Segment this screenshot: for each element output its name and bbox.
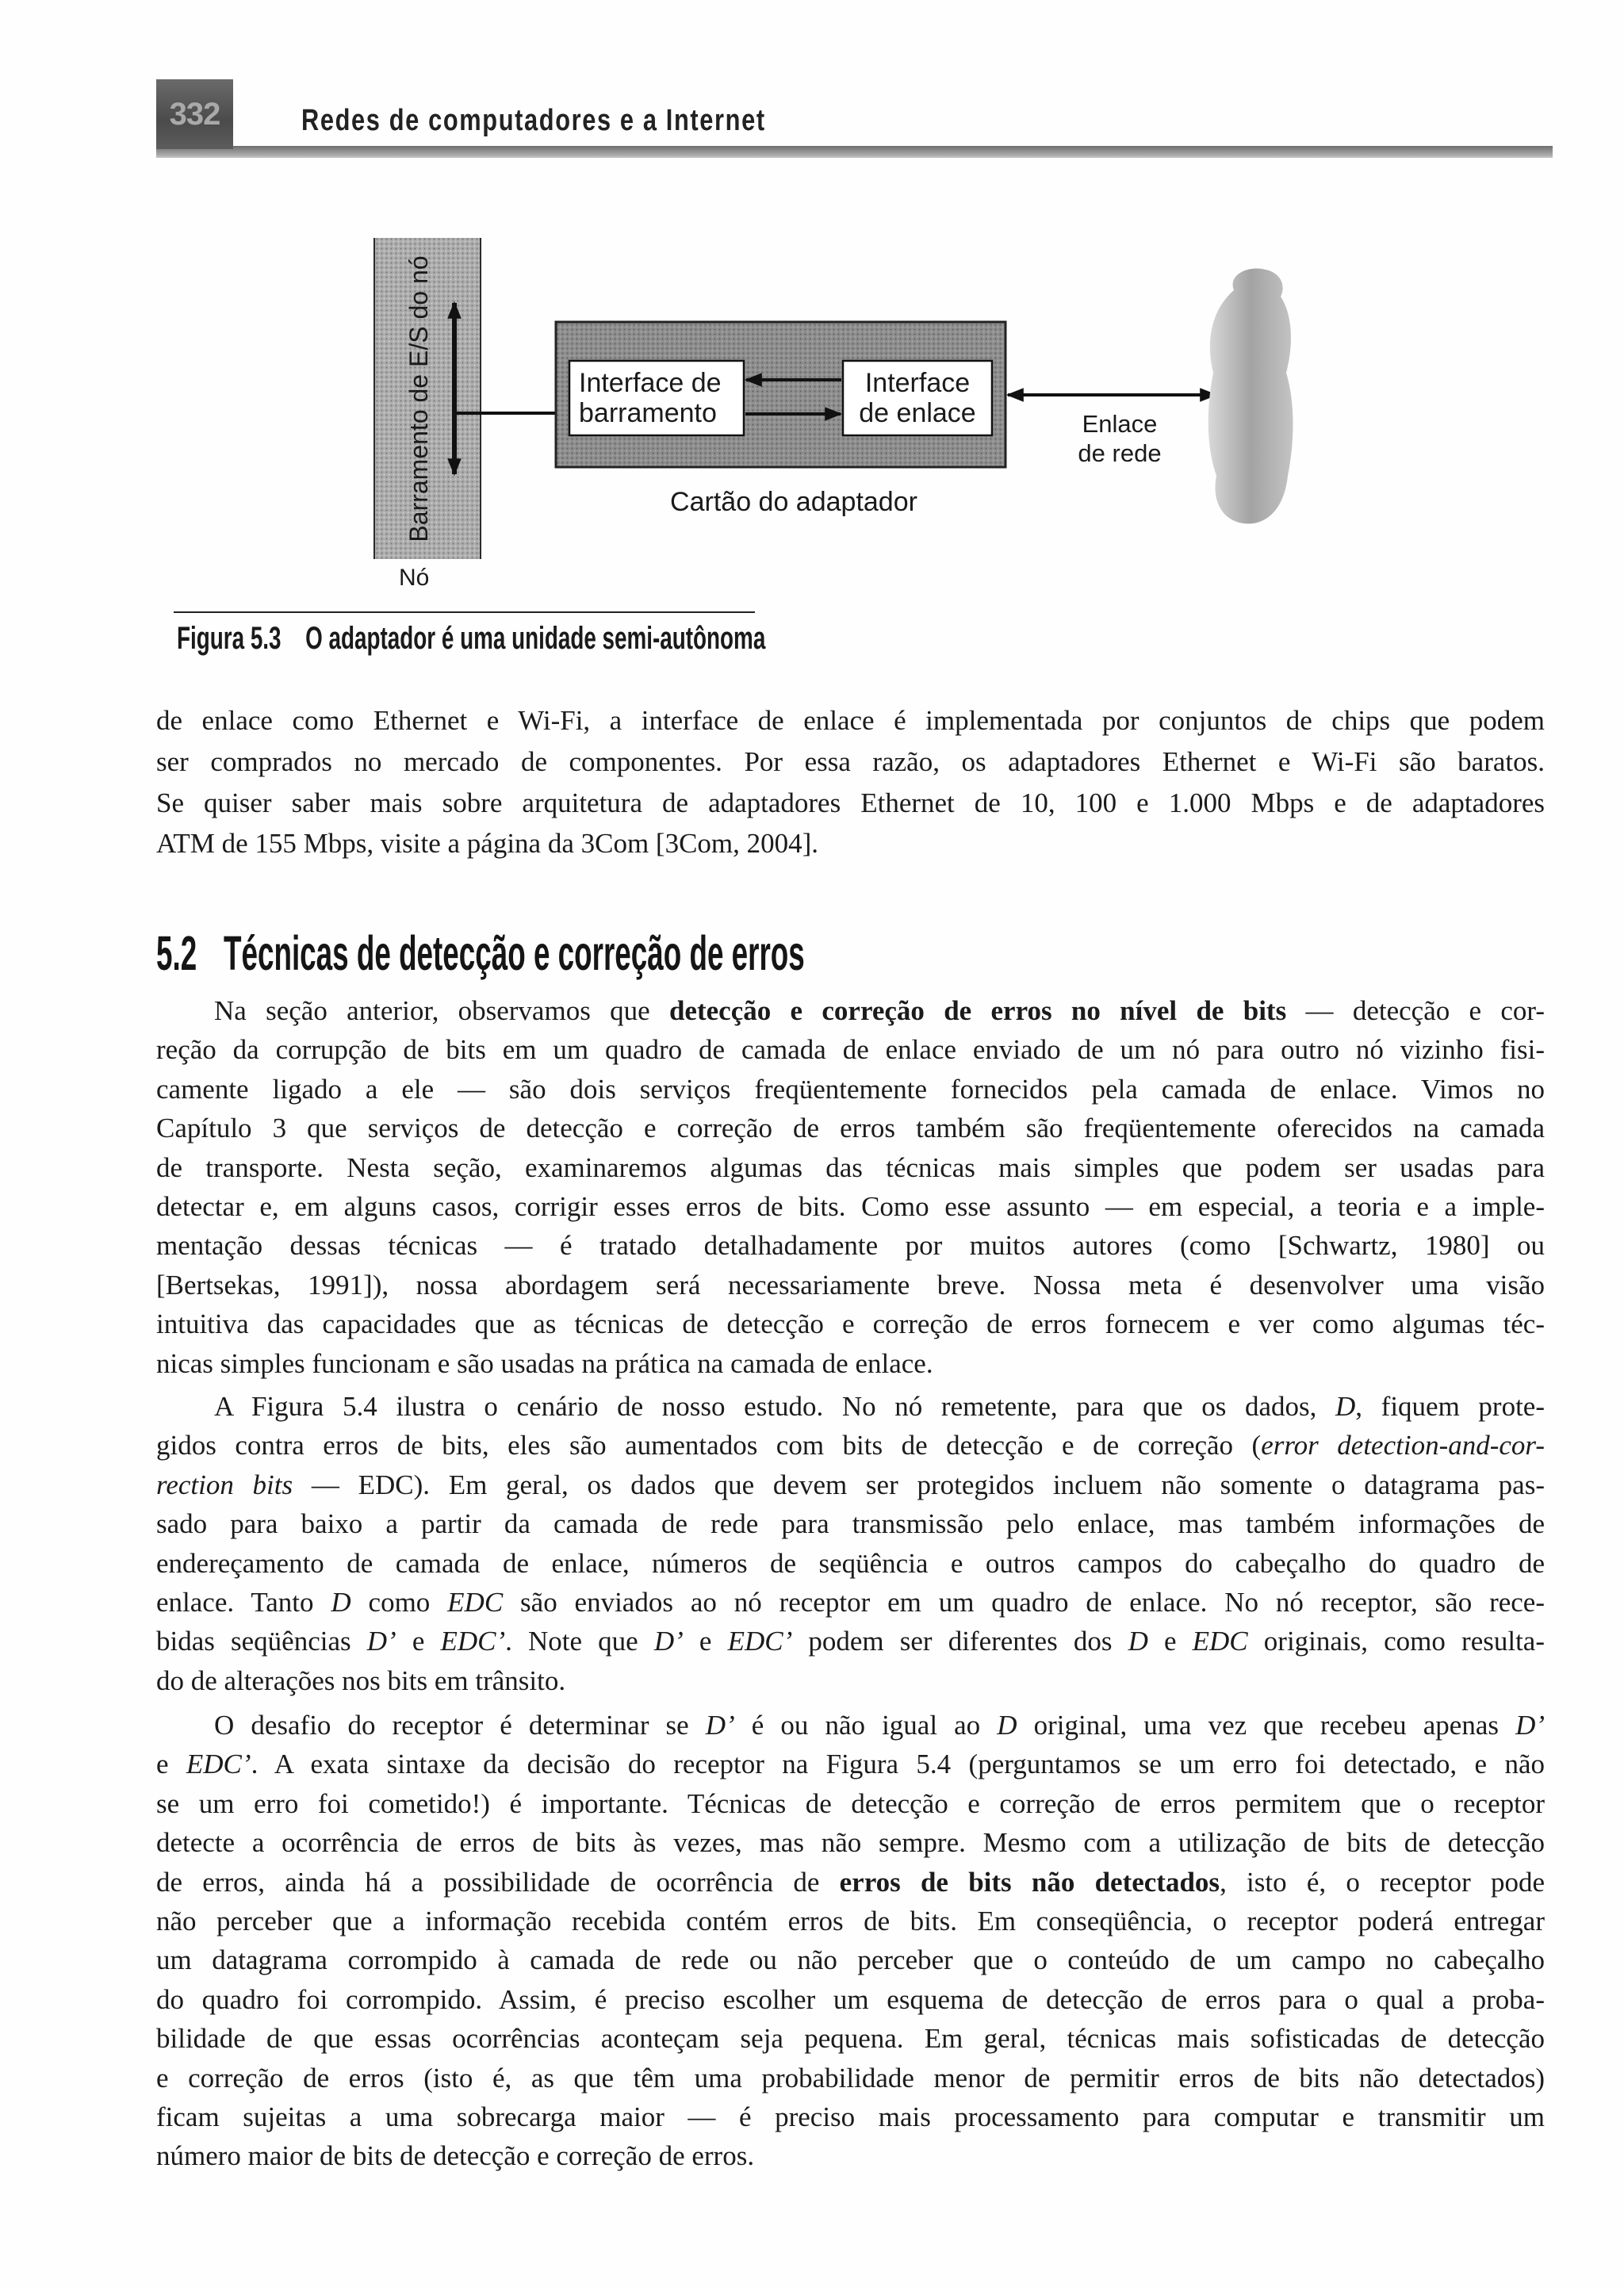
text-run: originais, como resulta- <box>1247 1626 1545 1657</box>
text-run: [Bertsekas, 1991]), nossa abordagem será necessariamente breve. Nossa meta é desenvolver uma visão <box>156 1269 1545 1301</box>
text-run: Capítulo 3 que serviços de detecção e correção de erros também são freqüentemente oferecidos na camada <box>156 1113 1545 1144</box>
text-run: enlace. Tanto <box>156 1587 331 1619</box>
text-line <box>156 1622 1545 1661</box>
text-run: sado para baixo a partir da camada de rede para transmissão pelo enlace, mas também informações de <box>156 1508 1545 1540</box>
text-run: número maior de bits de detecção e correção de erros. <box>156 2140 755 2172</box>
text-line <box>156 783 1545 824</box>
bus-interface-label-line-2: barramento <box>579 398 717 428</box>
page-number-box <box>156 79 233 149</box>
text-run: bidas seqüências <box>156 1626 367 1657</box>
text-run: camente ligado a ele — são dois serviços freqüentemente fornecidos pela camada de enlace. Vimos no <box>156 1073 1545 1105</box>
text-run: ficam sujeitas a uma sobrecarga maior — é preciso mais processamento para computar e transmitir um <box>156 2101 1545 2133</box>
text-line <box>156 1940 1545 1979</box>
text-run: . Note que <box>505 1626 654 1657</box>
figure-caption <box>177 620 765 657</box>
text-line <box>156 700 1545 741</box>
paragraph <box>156 700 1545 864</box>
header-rule <box>156 146 1553 158</box>
text-line <box>156 741 1545 783</box>
text-run: gidos contra erros de bits, eles são aumentados com bits de detecção e de correção ( <box>156 1430 1262 1461</box>
text-run: e <box>156 1749 186 1780</box>
paragraph <box>156 1706 1545 2176</box>
text-run: é ou não igual ao <box>734 1710 998 1741</box>
italic-term: EDC’ <box>727 1626 793 1657</box>
text-line <box>156 1030 1545 1069</box>
text-line <box>156 1226 1545 1265</box>
italic-term: D’ <box>653 1626 684 1657</box>
figure-caption-text: O adaptador é uma unidade semi-autônoma <box>305 621 766 656</box>
text-run: detectar e, em alguns casos, corrigir esses erros de bits. Como esse assunto — em especial, a teoria e a imple- <box>156 1191 1545 1223</box>
text-run: não perceber que a informação recebida contém erros de bits. Em conseqüência, o receptor poderá entregar <box>156 1906 1545 1937</box>
text-line <box>156 1661 1545 1700</box>
text-run: Se quiser saber mais sobre arquitetura de adaptadores Ethernet de 10, 100 e 1.000 Mbps e de adaptadores <box>156 787 1545 818</box>
page-number: 332 <box>169 96 220 132</box>
italic-term: D’ <box>366 1626 396 1657</box>
text-line <box>156 1304 1545 1343</box>
bold-term: detecção e correção de erros no nível de bits <box>668 995 1287 1026</box>
text-run: intuitiva das capacidades que as técnicas de detecção e correção de erros fornecem e ver como algumas téc- <box>156 1308 1545 1340</box>
italic-term: error detection-and-cor- <box>1261 1430 1545 1461</box>
paragraph <box>156 991 1545 1383</box>
italic-term: D <box>331 1587 351 1619</box>
text-run: e <box>683 1626 728 1657</box>
link-interface-label-line-2: de enlace <box>859 398 976 428</box>
text-line <box>156 991 1545 1030</box>
link-interface-label-line-1: Interface <box>864 368 971 398</box>
text-line <box>156 1902 1545 1940</box>
text-run: — detecção e cor- <box>1286 995 1545 1026</box>
text-run: ser comprados no mercado de componentes. Por essa razão, os adaptadores Ethernet e Wi-Fi são baratos. <box>156 745 1545 777</box>
text-run: , fiquem prote- <box>1355 1391 1545 1422</box>
text-line <box>156 1544 1545 1583</box>
text-line <box>156 2097 1545 2136</box>
text-line <box>156 2136 1545 2175</box>
section-title: Técnicas de detecção e correção de erros <box>224 926 805 980</box>
text-run: de transporte. Nesta seção, examinaremos algumas das técnicas mais simples que podem ser usadas para <box>156 1151 1545 1183</box>
italic-term: D <box>997 1710 1017 1741</box>
text-line <box>156 1745 1545 1783</box>
text-run: O desafio do receptor é determinar se <box>214 1710 706 1741</box>
bold-term: erros de bits não detectados <box>839 1866 1220 1898</box>
section-number: 5.2 <box>156 926 197 980</box>
text-line <box>156 1465 1545 1504</box>
paragraph <box>156 1387 1545 1700</box>
italic-term: D’ <box>705 1710 735 1741</box>
text-run: de erros, ainda há a possibilidade de ocorrência de <box>156 1866 840 1898</box>
text-run: e correção de erros (isto é, as que têm uma probabilidade menor de permitir erros de bits não detectados) <box>156 2062 1545 2094</box>
network-link-label-line-1: Enlace <box>1082 410 1158 438</box>
text-run: do quadro foi corrompido. Assim, é preciso escolher um esquema de detecção de erros para o qual a proba- <box>156 1983 1545 2015</box>
text-run: , isto é, o receptor pode <box>1220 1866 1545 1898</box>
text-line <box>156 1187 1545 1226</box>
text-run: bilidade de que essas ocorrências aconteçam seja pequena. Em geral, técnicas mais sofisticadas de detecção <box>156 2023 1545 2055</box>
text-run: de enlace como Ethernet e Wi-Fi, a interface de enlace é implementada por conjuntos de chips que podem <box>156 705 1545 736</box>
figure-number: Figura 5.3 <box>177 621 282 656</box>
io-bus-label: Barramento de E/S do nó <box>404 255 433 542</box>
text-line <box>156 1823 1545 1862</box>
italic-term: EDC <box>1192 1626 1248 1657</box>
text-run: detecte a ocorrência de erros de bits às vezes, mas não sempre. Mesmo com a utilização de bits de detecção <box>156 1827 1545 1859</box>
text-run: um datagrama corrompido à camada de rede ou não perceber que o conteúdo de um campo no cabeçalho <box>156 1944 1545 1976</box>
text-run: ATM de 155 Mbps, visite a página da 3Com [3Com, 2004]. <box>156 828 819 860</box>
network-link-label-line-2: de rede <box>1078 439 1162 467</box>
text-line <box>156 823 1545 864</box>
text-run: e <box>396 1626 441 1657</box>
italic-term: EDC <box>447 1587 504 1619</box>
italic-term: EDC’ <box>186 1749 251 1780</box>
running-title: Redes de computadores e a Internet <box>301 104 766 137</box>
italic-term: D’ <box>1515 1710 1545 1741</box>
text-line <box>156 1109 1545 1147</box>
text-line <box>156 2059 1545 2097</box>
text-line <box>156 1387 1545 1426</box>
text-run: Na seção anterior, observamos que <box>214 995 669 1026</box>
text-line <box>156 1504 1545 1543</box>
text-run: mentação dessas técnicas — é tratado detalhadamente por muitos autores (como [Schwartz, 1980] ou <box>156 1230 1545 1262</box>
text-line <box>156 1070 1545 1109</box>
text-line <box>156 1784 1545 1823</box>
network-cloud-icon <box>1208 268 1293 523</box>
text-run: reção da corrupção de bits em um quadro de camada de enlace enviado de um nó para outro nó vizinho fisi- <box>156 1034 1545 1066</box>
italic-term: EDC’ <box>440 1626 506 1657</box>
text-run: A Figura 5.4 ilustra o cenário de nosso estudo. No nó remetente, para que os dados, <box>214 1391 1336 1422</box>
text-line <box>156 1266 1545 1304</box>
text-run: . A exata sintaxe da decisão do receptor na Figura 5.4 (perguntamos se um erro foi detectado, e não <box>251 1749 1545 1780</box>
text-run: endereçamento de camada de enlace, números de seqüência e outros campos do cabeçalho do quadro de <box>156 1547 1545 1579</box>
italic-term: D <box>1335 1391 1356 1422</box>
node-label: Nó <box>399 565 430 591</box>
section-heading <box>156 925 805 981</box>
text-run: original, uma vez que recebeu apenas <box>1017 1710 1516 1741</box>
text-line <box>156 1426 1545 1465</box>
text-run: são enviados ao nó receptor em um quadro de enlace. No nó receptor, são rece- <box>503 1587 1545 1619</box>
adapter-card-label: Cartão do adaptador <box>670 487 917 517</box>
text-line <box>156 2019 1545 2058</box>
text-line <box>156 1706 1545 1745</box>
text-run: como <box>350 1587 448 1619</box>
text-line <box>156 1148 1545 1187</box>
text-line <box>156 1583 1545 1622</box>
text-run: nicas simples funcionam e são usadas na prática na camada de enlace. <box>156 1347 933 1379</box>
text-run: se um erro foi cometido!) é importante. Técnicas de detecção e correção de erros permitem que o receptor <box>156 1787 1545 1819</box>
text-run: e <box>1147 1626 1193 1657</box>
italic-term: D <box>1128 1626 1148 1657</box>
text-run: podem ser diferentes dos <box>792 1626 1128 1657</box>
text-line <box>156 1863 1545 1902</box>
text-line <box>156 1980 1545 2019</box>
bus-interface-label-line-1: Interface de <box>579 368 722 398</box>
text-line <box>156 1344 1545 1383</box>
text-run: do de alterações nos bits em trânsito. <box>156 1664 566 1696</box>
italic-term: rection bits <box>156 1469 293 1500</box>
text-run: — EDC). Em geral, os dados que devem ser protegidos incluem não somente o datagrama pas- <box>293 1469 1545 1500</box>
adapter-figure <box>0 0 1624 634</box>
